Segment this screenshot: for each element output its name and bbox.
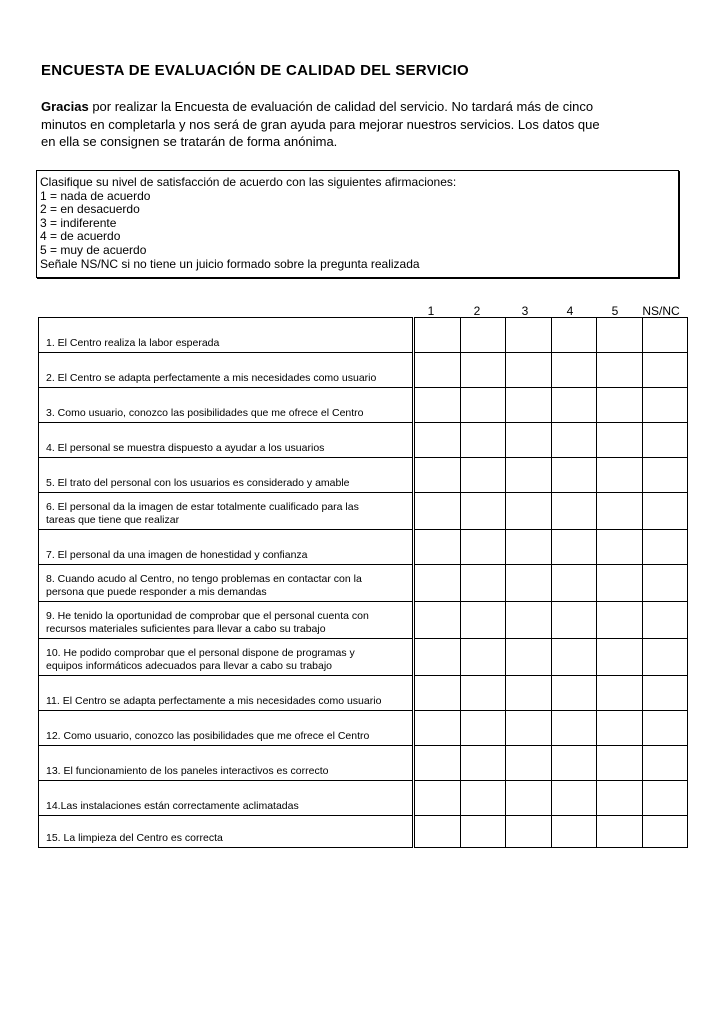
answer-cell-4[interactable] — [551, 423, 597, 458]
answer-cell-2[interactable] — [460, 493, 506, 530]
question-line-1: 9. He tenido la oportunidad de comprobar que el personal cuenta con — [46, 610, 369, 622]
intro-lead: Gracias — [41, 99, 89, 114]
question-text — [39, 458, 413, 493]
answer-cell-1[interactable] — [415, 816, 461, 848]
answer-cell-1[interactable] — [415, 353, 461, 388]
instructions-box — [36, 170, 679, 278]
answer-cell-1[interactable] — [415, 676, 461, 711]
answer-cell-1[interactable] — [415, 781, 461, 816]
answer-cell-4[interactable] — [551, 602, 597, 639]
scale-header-2: 2 — [473, 304, 481, 318]
answer-cell-5[interactable] — [597, 530, 643, 565]
question-text — [39, 565, 413, 602]
question-text — [39, 318, 413, 353]
answer-cell-1[interactable] — [415, 318, 461, 353]
answer-cell-nsnc[interactable] — [642, 318, 688, 353]
instructions-line: 3 = indiferente — [40, 215, 117, 230]
answer-cell-5[interactable] — [597, 746, 643, 781]
answer-cell-1[interactable] — [415, 458, 461, 493]
answer-cell-2[interactable] — [460, 458, 506, 493]
answer-cell-3[interactable] — [506, 711, 552, 746]
answer-cell-4[interactable] — [551, 458, 597, 493]
answer-cell-2[interactable] — [460, 602, 506, 639]
answer-cell-3[interactable] — [506, 781, 552, 816]
page-title: ENCUESTA DE EVALUACIÓN DE CALIDAD DEL SERVICIO — [41, 62, 470, 79]
question-row — [39, 318, 688, 353]
answer-cell-5[interactable] — [597, 353, 643, 388]
scale-header-5: 5 — [611, 304, 619, 318]
answer-cell-5[interactable] — [597, 676, 643, 711]
answer-cell-3[interactable] — [506, 676, 552, 711]
question-row — [39, 711, 688, 746]
answer-cell-3[interactable] — [506, 318, 552, 353]
question-line-1: 11. El Centro se adapta perfectamente a mis necesidades como usuario — [46, 695, 382, 707]
question-row — [39, 602, 688, 639]
answer-cell-3[interactable] — [506, 816, 552, 848]
answer-cell-nsnc[interactable] — [642, 676, 688, 711]
answer-cell-4[interactable] — [551, 711, 597, 746]
answer-cell-nsnc[interactable] — [642, 458, 688, 493]
answer-cell-3[interactable] — [506, 746, 552, 781]
answer-cell-1[interactable] — [415, 530, 461, 565]
answer-cell-nsnc[interactable] — [642, 530, 688, 565]
answer-cell-5[interactable] — [597, 493, 643, 530]
question-text — [39, 530, 413, 565]
intro-line-2: minutos en completarla y nos será de gran ayuda para mejorar nuestros servicios. Los datos que — [41, 116, 600, 132]
question-row — [39, 423, 688, 458]
question-line-2: tareas que tiene que realizar — [46, 514, 180, 526]
answer-cell-nsnc[interactable] — [642, 711, 688, 746]
question-line-2: recursos materiales suficientes para llevar a cabo su trabajo — [46, 623, 326, 635]
answer-cell-3[interactable] — [506, 602, 552, 639]
scale-header-4: 4 — [566, 304, 574, 318]
answer-cell-2[interactable] — [460, 746, 506, 781]
question-line-1: 3. Como usuario, conozco las posibilidades que me ofrece el Centro — [46, 407, 364, 419]
answer-cell-5[interactable] — [597, 781, 643, 816]
instructions-line: 2 = en desacuerdo — [40, 202, 140, 217]
answer-cell-3[interactable] — [506, 423, 552, 458]
survey-table — [38, 317, 688, 848]
answer-cell-2[interactable] — [460, 816, 506, 848]
answer-cell-nsnc[interactable] — [642, 388, 688, 423]
answer-cell-5[interactable] — [597, 388, 643, 423]
scale-header-1: 1 — [427, 304, 435, 318]
answer-cell-4[interactable] — [551, 816, 597, 848]
question-row — [39, 676, 688, 711]
answer-cell-4[interactable] — [551, 530, 597, 565]
answer-cell-4[interactable] — [551, 676, 597, 711]
scale-header-nsnc: NS/NC — [642, 304, 680, 318]
answer-cell-nsnc[interactable] — [642, 353, 688, 388]
answer-cell-4[interactable] — [551, 746, 597, 781]
answer-cell-4[interactable] — [551, 353, 597, 388]
answer-cell-3[interactable] — [506, 458, 552, 493]
answer-cell-4[interactable] — [551, 781, 597, 816]
question-line-1: 8. Cuando acudo al Centro, no tengo problemas en contactar con la — [46, 573, 362, 585]
answer-cell-2[interactable] — [460, 639, 506, 676]
question-line-1: 7. El personal da una imagen de honestidad y confianza — [46, 549, 308, 561]
answer-cell-nsnc[interactable] — [642, 493, 688, 530]
answer-cell-1[interactable] — [415, 639, 461, 676]
answer-cell-4[interactable] — [551, 639, 597, 676]
question-row — [39, 493, 688, 530]
answer-cell-nsnc[interactable] — [642, 423, 688, 458]
instructions-line: 1 = nada de acuerdo — [40, 188, 151, 203]
answer-cell-3[interactable] — [506, 353, 552, 388]
answer-cell-1[interactable] — [415, 423, 461, 458]
question-text — [39, 676, 413, 711]
answer-cell-5[interactable] — [597, 639, 643, 676]
question-text — [39, 493, 413, 530]
answer-cell-2[interactable] — [460, 676, 506, 711]
question-text — [39, 353, 413, 388]
answer-cell-5[interactable] — [597, 458, 643, 493]
question-row — [39, 781, 688, 816]
question-line-1: 13. El funcionamiento de los paneles interactivos es correcto — [46, 765, 329, 777]
answer-cell-nsnc[interactable] — [642, 781, 688, 816]
answer-cell-5[interactable] — [597, 565, 643, 602]
answer-cell-nsnc[interactable] — [642, 602, 688, 639]
question-line-1: 14.Las instalaciones están correctamente aclimatadas — [46, 800, 299, 812]
question-line-1: 2. El Centro se adapta perfectamente a mis necesidades como usuario — [46, 372, 377, 384]
answer-cell-1[interactable] — [415, 711, 461, 746]
question-row — [39, 458, 688, 493]
answer-cell-5[interactable] — [597, 816, 643, 848]
answer-cell-5[interactable] — [597, 711, 643, 746]
answer-cell-2[interactable] — [460, 711, 506, 746]
answer-cell-nsnc[interactable] — [642, 746, 688, 781]
question-line-1: 6. El personal da la imagen de estar totalmente cualificado para las — [46, 501, 359, 513]
answer-cell-4[interactable] — [551, 565, 597, 602]
instructions-line: Señale NS/NC si no tiene un juicio formado sobre la pregunta realizada — [40, 256, 420, 271]
answer-cell-1[interactable] — [415, 602, 461, 639]
instructions-line: 4 = de acuerdo — [40, 229, 121, 244]
answer-cell-5[interactable] — [597, 318, 643, 353]
answer-cell-1[interactable] — [415, 565, 461, 602]
answer-cell-nsnc[interactable] — [642, 639, 688, 676]
answer-cell-3[interactable] — [506, 565, 552, 602]
answer-cell-4[interactable] — [551, 493, 597, 530]
question-line-1: 10. He podido comprobar que el personal dispone de programas y — [46, 647, 355, 659]
question-row — [39, 388, 688, 423]
instructions-line: Clasifique su nivel de satisfacción de acuerdo con las siguientes afirmaciones: — [40, 175, 457, 189]
question-row — [39, 565, 688, 602]
question-line-2: equipos informáticos adecuados para llevar a cabo su trabajo — [46, 660, 333, 672]
question-text — [39, 388, 413, 423]
question-text — [39, 816, 413, 848]
question-line-2: persona que puede responder a mis demandas — [46, 586, 267, 598]
answer-cell-2[interactable] — [460, 388, 506, 423]
answer-cell-nsnc[interactable] — [642, 565, 688, 602]
answer-cell-4[interactable] — [551, 318, 597, 353]
question-text — [39, 781, 413, 816]
answer-cell-3[interactable] — [506, 530, 552, 565]
answer-cell-nsnc[interactable] — [642, 816, 688, 848]
question-line-1: 5. El trato del personal con los usuarios es considerado y amable — [46, 477, 350, 489]
answer-cell-1[interactable] — [415, 388, 461, 423]
question-line-1: 1. El Centro realiza la labor esperada — [46, 337, 220, 349]
answer-cell-3[interactable] — [506, 388, 552, 423]
question-line-1: 12. Como usuario, conozco las posibilidades que me ofrece el Centro — [46, 730, 370, 742]
question-text — [39, 746, 413, 781]
intro-line-3: en ella se consignen se tratarán de forma anónima. — [41, 134, 338, 149]
answer-cell-3[interactable] — [506, 493, 552, 530]
question-row — [39, 530, 688, 565]
question-text — [39, 423, 413, 458]
answer-cell-1[interactable] — [415, 746, 461, 781]
question-row — [39, 816, 688, 848]
answer-cell-5[interactable] — [597, 423, 643, 458]
question-row — [39, 639, 688, 676]
answer-cell-4[interactable] — [551, 388, 597, 423]
answer-cell-5[interactable] — [597, 602, 643, 639]
answer-cell-2[interactable] — [460, 781, 506, 816]
question-row — [39, 353, 688, 388]
scale-header-3: 3 — [521, 304, 529, 318]
question-row — [39, 746, 688, 781]
instructions-line: 5 = muy de acuerdo — [40, 242, 147, 257]
answer-cell-2[interactable] — [460, 565, 506, 602]
question-line-1: 4. El personal se muestra dispuesto a ayudar a los usuarios — [46, 442, 325, 454]
question-text — [39, 602, 413, 639]
answer-cell-2[interactable] — [460, 423, 506, 458]
answer-cell-2[interactable] — [460, 318, 506, 353]
answer-cell-3[interactable] — [506, 639, 552, 676]
question-text — [39, 639, 413, 676]
question-text — [39, 711, 413, 746]
answer-cell-2[interactable] — [460, 530, 506, 565]
answer-cell-2[interactable] — [460, 353, 506, 388]
intro-line-1: por realizar la Encuesta de evaluación de calidad del servicio. No tardará más de cinco — [88, 99, 594, 114]
question-line-1: 15. La limpieza del Centro es correcta — [46, 832, 223, 844]
answer-cell-1[interactable] — [415, 493, 461, 530]
intro-paragraph — [41, 98, 641, 151]
